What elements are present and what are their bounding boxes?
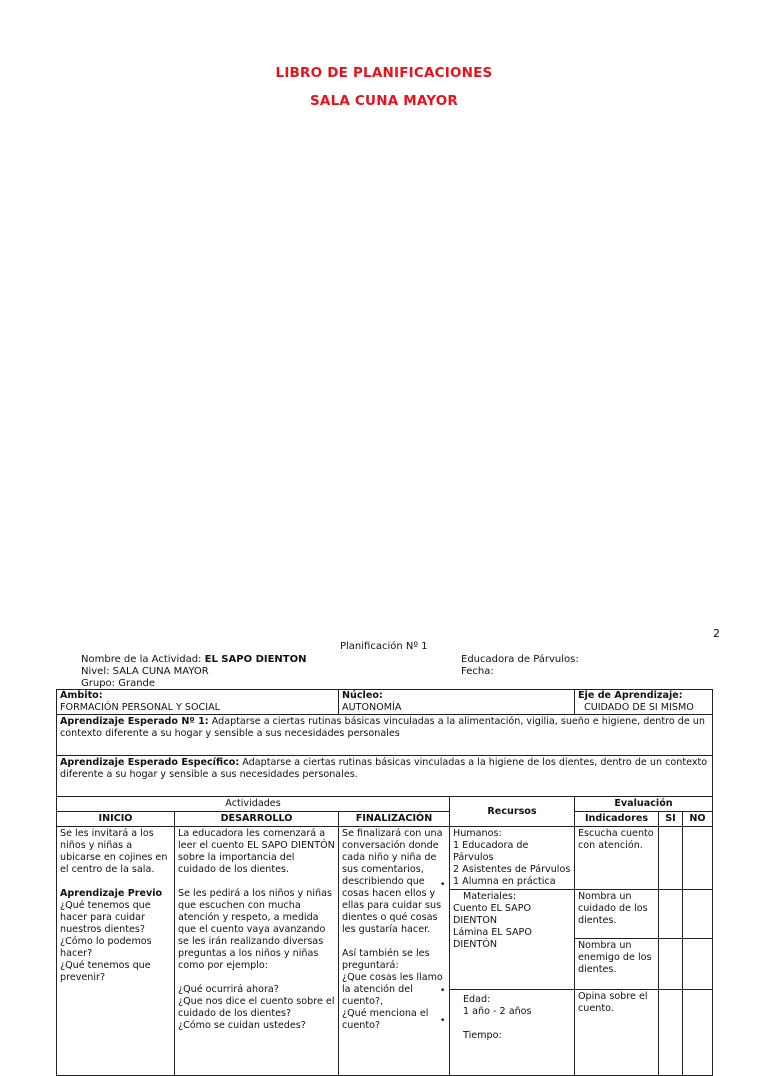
ambito-value: FORMACIÓN PERSONAL Y SOCIAL	[60, 702, 220, 713]
indicator-3-si	[659, 939, 683, 990]
materiales-label: Materiales:	[463, 891, 517, 902]
eje-cell	[575, 690, 713, 715]
aee-label: Aprendizaje Esperado Específico:	[60, 757, 240, 768]
nucleo-label: Núcleo:	[342, 690, 383, 701]
indicator-3: Nombra un enemigo de los dientes.	[575, 939, 659, 990]
indicator-4-no	[683, 990, 713, 1076]
indicator-1-si	[659, 827, 683, 890]
document-subtitle: SALA CUNA MAYOR	[310, 93, 458, 109]
document-title: LIBRO DE PLANIFICACIONES	[275, 65, 493, 81]
indicator-1-no	[683, 827, 713, 890]
tiempo-label: Tiempo:	[463, 1030, 502, 1041]
indicator-4: Opina sobre el cuento.	[575, 990, 659, 1076]
previo-label: Aprendizaje Previo	[60, 888, 163, 899]
materiales-item-1: Cuento EL SAPO DIENTON	[453, 903, 532, 926]
aee-text: Adaptarse a ciertas rutinas básicas vinculadas a la higiene de los dientes, dentro de un contexto diferente a su hogar y sensible a sus necesidades personales.	[60, 757, 708, 780]
eje-label: Eje de Aprendizaje:	[578, 690, 683, 701]
group-line: Grupo: Grande	[81, 678, 156, 689]
ae-label: Aprendizaje Esperado Nº 1:	[60, 716, 209, 727]
no-header: NO	[683, 812, 713, 827]
desarrollo-q3: ¿Cómo se cuidan ustedes?	[178, 1020, 306, 1031]
indicadores-header: Indicadores	[575, 812, 659, 827]
content-row	[57, 827, 713, 890]
bullet-icon: •	[440, 986, 446, 996]
si-header: SI	[659, 812, 683, 827]
previo-q3: ¿Qué tenemos que prevenir?	[60, 960, 151, 983]
indicator-3-no	[683, 939, 713, 990]
finalizacion-q1: ¿Que cosas les llamo la atención del cuento?,	[342, 972, 443, 1007]
finalizacion-cell	[339, 827, 450, 1076]
teacher-line: Educadora de Párvulos:	[461, 654, 579, 665]
humanos-item-1: 1 Educadora de Párvulos	[453, 840, 529, 863]
finalizacion-q2: ¿Qué menciona el cuento?	[342, 1008, 429, 1031]
nucleo-value: AUTONOMÍA	[342, 702, 402, 713]
aprendizaje-esperado-cell	[57, 715, 713, 756]
desarrollo-p2: Se les pedirá a los niños y niñas que escuchen con mucha atención y respeto, a medida que el cuento vaya avanzando se les irán realizando diversas preguntas a los niños y niñas como por ejemplo:	[178, 888, 332, 971]
ambito-cell	[57, 690, 339, 715]
column-header-row	[57, 812, 713, 827]
desarrollo-p1: La educadora les comenzará a leer el cuento EL SAPO DIENTÓN sobre la importancia del cuidado de los dientes.	[178, 828, 335, 875]
recursos-materiales-cell	[450, 890, 575, 990]
materiales-item-2: Lámina EL SAPO DIENTÓN	[453, 927, 532, 950]
eje-value: CUIDADO DE SI MISMO	[584, 702, 694, 713]
activity-label: Nombre de la Actividad:	[81, 654, 202, 665]
humanos-item-3: 1 Alumna en práctica	[453, 876, 556, 887]
desarrollo-header: DESARROLLO	[175, 812, 339, 827]
finalizacion-p1: Se finalizará con una conversación donde cada niño y niña de sus comentarios, describiendo que cosas hacen ellos y ellas para cuidar sus dientes o qué cosas les gustaría hacer.	[342, 828, 443, 935]
evaluacion-header: Evaluación	[575, 797, 713, 812]
ambito-label: Ámbito:	[60, 690, 103, 701]
indicator-2-no	[683, 890, 713, 939]
recursos-header: Recursos	[450, 797, 575, 827]
recursos-humanos-cell	[450, 827, 575, 890]
activity-name: EL SAPO DIENTON	[204, 654, 307, 665]
inicio-text: Se les invitará a los niños y niñas a ubicarse en cojines en el centro de la sala.	[60, 828, 168, 875]
indicator-4-si	[659, 990, 683, 1076]
indicator-2: Nombra un cuidado de los dientes.	[575, 890, 659, 939]
previo-q1: ¿Qué tenemos que hacer para cuidar nuestros dientes?	[60, 900, 151, 935]
activity-name-line	[81, 654, 306, 666]
date-line: Fecha:	[461, 666, 494, 677]
level-line: Nivel: SALA CUNA MAYOR	[81, 666, 209, 677]
edad-value: 1 año - 2 años	[463, 1006, 532, 1017]
page-number: 2	[713, 627, 720, 640]
inicio-header: INICIO	[57, 812, 175, 827]
planning-table	[56, 689, 713, 1076]
plan-title: Planificación Nº 1	[340, 641, 428, 652]
desarrollo-q1: ¿Qué ocurrirá ahora?	[178, 984, 279, 995]
bullet-icon: •	[440, 1016, 446, 1026]
actividades-header: Actividades	[57, 797, 450, 812]
recursos-edad-cell	[450, 990, 575, 1076]
previo-q2: ¿Cómo lo podemos hacer?	[60, 936, 152, 959]
aprendizaje-especifico-row	[57, 756, 713, 797]
ambito-row	[57, 690, 713, 715]
desarrollo-cell	[175, 827, 339, 1076]
inicio-cell	[57, 827, 175, 1076]
aprendizaje-esperado-row	[57, 715, 713, 756]
indicator-2-si	[659, 890, 683, 939]
finalizacion-header: FINALIZACIÓN	[339, 812, 450, 827]
edad-label: Edad:	[463, 994, 491, 1005]
aprendizaje-especifico-cell	[57, 756, 713, 797]
desarrollo-q2: ¿Que nos dice el cuento sobre el cuidado de los dientes?	[178, 996, 335, 1019]
section-header-row	[57, 797, 713, 812]
finalizacion-p2: Así también se les preguntará:	[342, 948, 430, 971]
humanos-item-2: 2 Asistentes de Párvulos	[453, 864, 571, 875]
ae-text: Adaptarse a ciertas rutinas básicas vinculadas a la alimentación, vigilia, sueño e higiene, dentro de un contexto diferente a su hogar y sensible a sus necesidades personales	[60, 716, 705, 739]
humanos-label: Humanos:	[453, 828, 502, 839]
bullet-icon: •	[440, 880, 446, 890]
nucleo-cell	[339, 690, 575, 715]
indicator-1: Escucha cuento con atención.	[575, 827, 659, 890]
